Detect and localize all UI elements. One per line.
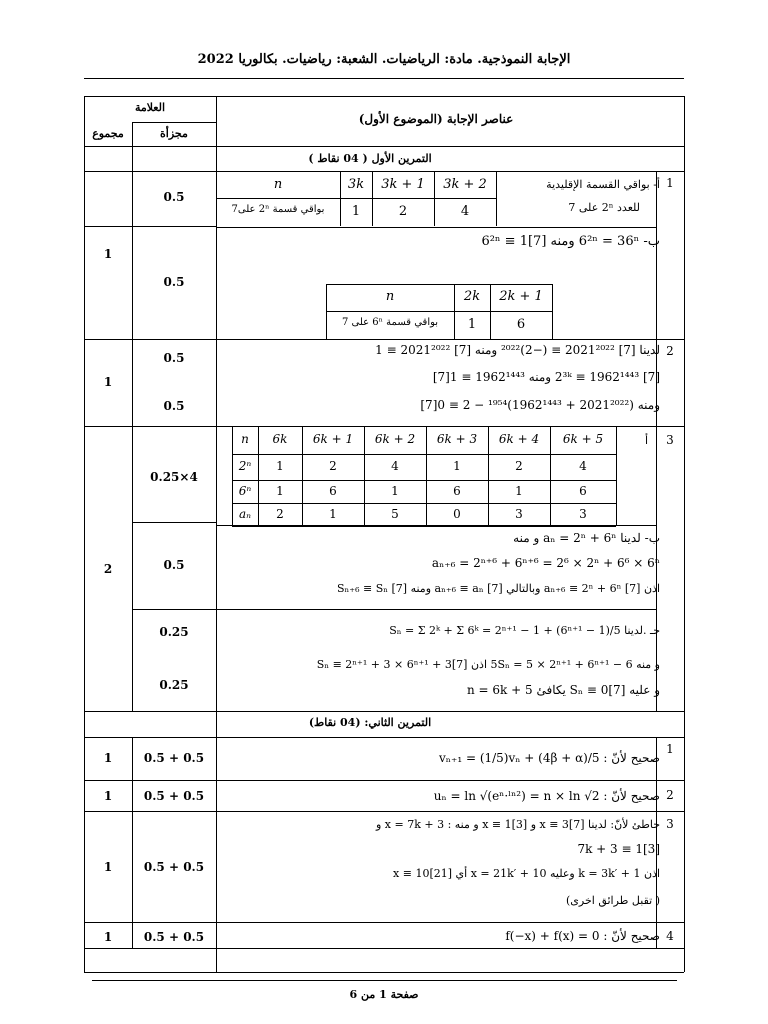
q3-partial-2: 0.5 [163, 558, 185, 572]
ex2-q1-text: صحيح لأنّ : vₙ₊₁ = (1/5)vₙ + (4β + α)/5 [439, 751, 660, 765]
page-number: صفحة 1 من 6 [349, 988, 419, 1001]
q1-total: 1 [103, 247, 113, 261]
q1a-label-2: للعدد 2ⁿ على 7 [568, 201, 640, 214]
table-title: عناصر الإجابة (الموضوع الأول) [358, 112, 514, 126]
q3-partial-3: 0.25 [159, 625, 189, 639]
ex2-q4-text: صحيح لأنّ : f(−x) + f(x) = 0 [505, 929, 660, 943]
table3-cell: 6 [453, 483, 461, 498]
table3-cell: 1 [276, 459, 284, 473]
table-rule-horizontal [232, 503, 616, 504]
table2-cell: 6 [516, 317, 526, 332]
table1-head-3k2: 3k + 2 [443, 177, 487, 192]
table-rule-vertical [84, 96, 85, 972]
table-rule-horizontal [216, 609, 656, 610]
q3b-line-1: ب- لدينا aₙ = 2ⁿ + 6ⁿ و منه [513, 531, 660, 545]
table-rule-horizontal [84, 146, 684, 147]
table-rule-horizontal [132, 522, 216, 523]
table3-row-label: aₙ [238, 506, 252, 521]
table1-head-n: n [273, 177, 283, 192]
table3-head-cell: 6k + 4 [498, 432, 540, 446]
ex2-q3-line-1: خاطئ لأنّ: لدينا x ≡ 3[7] و x ≡ 1[3] و منه : x = 7k + 3 و [375, 818, 660, 831]
table3-cell: 6 [579, 483, 587, 498]
grade-header: العلامة [134, 101, 166, 114]
q1-number: 1 [666, 176, 674, 190]
q3c-line-3: و عليه Sₙ ≡ 0[7] يكافئ n = 6k + 5 [467, 683, 660, 697]
table1-head-3k1: 3k + 1 [381, 177, 425, 192]
table2-cell: 1 [467, 317, 477, 332]
table3-cell: 2 [276, 506, 284, 521]
table3-head-cell: 6k + 3 [436, 432, 478, 446]
table-rule-horizontal [84, 737, 684, 738]
ex2-q4-total: 1 [103, 930, 113, 944]
table3-cell: 1 [329, 506, 337, 521]
table-rule-horizontal [232, 480, 616, 481]
ex2-q3-line-3: اذن k = 3k′ + 1 وعليه x = 21k′ + 10 أي x ≡ 10[21] [393, 867, 660, 880]
table-rule-horizontal [84, 972, 684, 973]
table-rule-horizontal [84, 226, 216, 227]
q3c-line-2: و منه 5Sₙ = 5 × 2ⁿ⁺¹ + 6ⁿ⁺¹ − 6 اذن Sₙ ≡ 2ⁿ⁺¹ + 3 × 6ⁿ⁺¹ + 3[7] [316, 658, 660, 671]
table-rule-horizontal [216, 227, 656, 228]
q1-partial-2: 0.5 [163, 275, 185, 289]
q2-line-1: لدينا [7] 2021²⁰²² ≡ (−2)²⁰²² ومنه [7] 2021²⁰²² ≡ 1 [375, 343, 660, 357]
table3-cell: 2 [329, 459, 337, 473]
table-rule-horizontal [84, 780, 684, 781]
ex2-q1-number: 1 [666, 742, 674, 756]
table3-cell: 1 [515, 483, 523, 498]
table-rule-horizontal [84, 171, 684, 172]
total-header: مجموع [92, 127, 124, 140]
table-rule-vertical [216, 96, 217, 972]
table3-cell: 4 [579, 459, 587, 473]
table2-head-n: n [385, 289, 395, 304]
table1-head-3k: 3k [347, 177, 365, 192]
q1a-label: أ- بواقي القسمة الإقليدية [546, 178, 660, 191]
ex2-q3-partial: 0.5 + 0.5 [143, 860, 205, 874]
table2-head-2k1: 2k + 1 [499, 289, 543, 304]
table3-cell: 1 [453, 459, 461, 473]
q3-partial-1: 0.25×4 [150, 470, 198, 484]
table-rule-horizontal [326, 311, 552, 312]
q3b-line-3: اذن aₙ₊₆ ≡ 2ⁿ + 6ⁿ [7] وبالتالي aₙ₊₆ ≡ aₙ [7] ومنه Sₙ₊₆ ≡ Sₙ [7] [337, 582, 660, 595]
table-rule-horizontal [132, 122, 216, 123]
table-rule-vertical [684, 96, 685, 972]
footer-divider [92, 980, 677, 981]
table-rule-horizontal [84, 426, 684, 427]
table-rule-vertical [496, 171, 497, 226]
table2-row-label: بواقي قسمة 6ⁿ على 7 [341, 317, 439, 328]
ex2-q4-number: 4 [666, 929, 674, 943]
table3-cell: 3 [579, 506, 587, 521]
table1-cell: 1 [351, 204, 361, 219]
q3b-line-2: aₙ₊₆ = 2ⁿ⁺⁶ + 6ⁿ⁺⁶ = 2⁶ × 2ⁿ + 6⁶ × 6ⁿ [431, 556, 660, 570]
ex2-q3-line-2: 7k + 3 ≡ 1[3] [577, 842, 660, 856]
q1b-text: ب- 6²ⁿ = 36ⁿ ومنه 6²ⁿ ≡ 1[7] [481, 234, 660, 249]
table3-cell: 4 [391, 459, 399, 473]
ex2-q4-partial: 0.5 + 0.5 [143, 930, 205, 944]
table-rule-horizontal [232, 526, 616, 527]
ex2-q2-partial: 0.5 + 0.5 [143, 789, 205, 803]
table3-cell: 1 [391, 483, 399, 498]
q3a-label: أ [644, 434, 648, 447]
table3-cell: 3 [515, 506, 523, 521]
q2-line-2: [7] 1962¹⁴⁴³ ≡ 2³ᵏ ومنه 1962¹⁴⁴³ ≡ 1[7] [432, 370, 660, 384]
page-header: الإجابة النموذجية. مادة: الرياضيات. الشعبة: رياضيات. بكالوريا 2022 [197, 52, 571, 67]
ex2-q3-number: 3 [666, 817, 674, 831]
table-rule-horizontal [132, 609, 216, 610]
table3-cell: 2 [515, 459, 523, 473]
q1-partial-1: 0.5 [163, 190, 185, 204]
table3-head-cell: 6k + 5 [562, 432, 604, 446]
table3-head-cell: n [241, 432, 249, 446]
ex2-q2-text: صحيح لأنّ : uₙ = ln √(eⁿ·ˡⁿ²) = n × ln √2 [433, 789, 660, 803]
q2-partial-2: 0.5 [163, 399, 185, 413]
exercise2-title: التمرين الثاني: (04 نقاط) [308, 716, 432, 729]
q2-number: 2 [666, 344, 674, 358]
q2-partial-1: 0.5 [163, 351, 185, 365]
q3-partial-4: 0.25 [159, 678, 189, 692]
table-rule-vertical [132, 737, 133, 948]
table3-cell: 5 [391, 506, 399, 521]
table2-head-2k: 2k [463, 289, 481, 304]
table3-cell: 0 [453, 506, 461, 521]
q2-total: 1 [103, 375, 113, 389]
table-rule-vertical [132, 122, 133, 711]
ex2-q3-total: 1 [103, 860, 113, 874]
table-rule-horizontal [84, 711, 684, 712]
q3c-line-1: جـ .لدينا Sₙ = Σ 2ᵏ + Σ 6ᵏ = 2ⁿ⁺¹ − 1 + (6ⁿ⁺¹ − 1)/5 [389, 624, 660, 637]
table-rule-horizontal [232, 454, 616, 455]
ex2-q2-number: 2 [666, 788, 674, 802]
table1-cell: 2 [398, 204, 408, 219]
ex2-q1-total: 1 [103, 751, 113, 765]
table-rule-horizontal [84, 339, 684, 340]
table-rule-horizontal [84, 922, 684, 923]
table1-cell: 4 [460, 204, 470, 219]
q3-number: 3 [666, 433, 674, 447]
q3-total: 2 [103, 562, 113, 576]
header-divider [84, 78, 684, 79]
table-rule-horizontal [326, 284, 552, 285]
table1-row-label: بواقي قسمة 2ⁿ على7 [231, 204, 325, 215]
table3-head-cell: 6k [272, 432, 288, 446]
table3-row-label: 2ⁿ [238, 459, 252, 473]
ex2-q1-partial: 0.5 + 0.5 [143, 751, 205, 765]
exercise1-title: التمرين الأول ( 04 نقاط ) [308, 152, 432, 165]
table3-head-cell: 6k + 1 [312, 432, 354, 446]
table-rule-horizontal [216, 198, 496, 199]
table-rule-vertical [552, 284, 553, 339]
table3-row-label: 6ⁿ [238, 483, 252, 498]
ex2-q2-total: 1 [103, 789, 113, 803]
table-rule-vertical [616, 426, 617, 526]
table3-head-cell: 6k + 2 [374, 432, 416, 446]
q2-line-3: ومنه (2021²⁰²² + 1962¹⁴⁴³)¹⁹⁵⁴ − 2 ≡ 0[7] [420, 398, 660, 412]
table3-cell: 1 [276, 483, 284, 498]
ex2-q3-line-4: ( تقبل طرائق اخرى) [566, 894, 660, 907]
table-rule-horizontal [84, 948, 684, 949]
table3-cell: 6 [329, 483, 337, 498]
partial-header: مجزأة [160, 127, 188, 140]
table-rule-horizontal [84, 96, 684, 97]
table-rule-horizontal [84, 811, 684, 812]
